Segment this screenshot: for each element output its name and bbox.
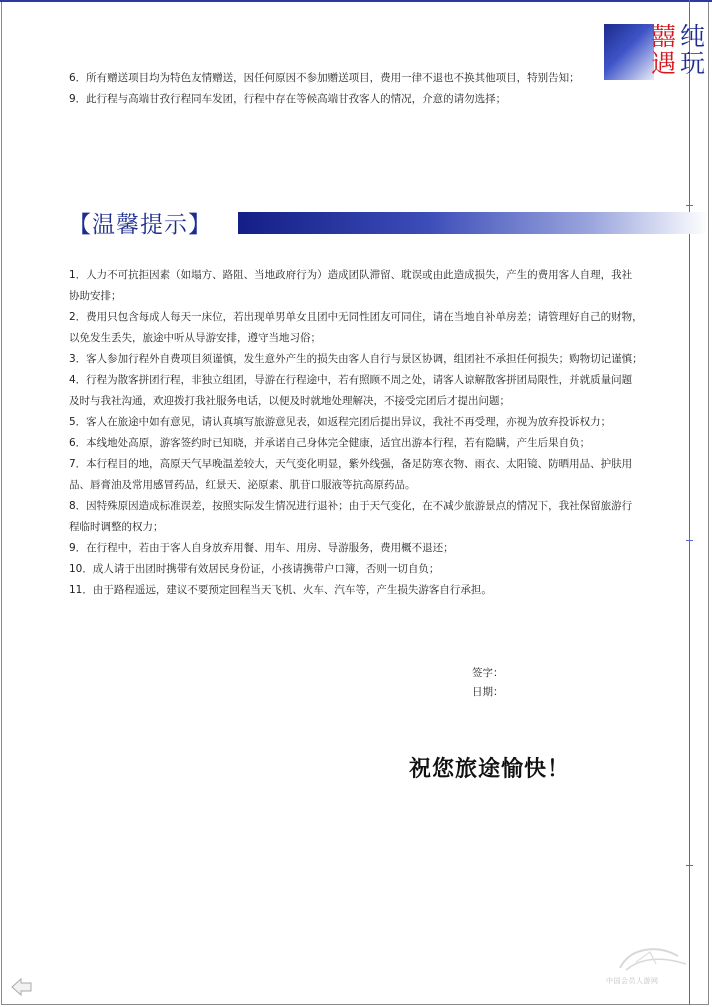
tip-line: 协助安排； [69,290,122,302]
vertical-rule [689,0,690,1005]
note-line: 6．所有赠送项目均为特色友情赠送，因任何原因不参加赠送项目，费用一律不退也不换其他项目，特别告知； [69,72,580,84]
tip-line: 9．在行程中，若由于客人自身放弃用餐、用车、用房、导游服务，费用概不退还； [69,542,454,554]
tips-list [69,265,659,601]
tip-line: 以免发生丢失，旅途中听从导游安排，遵守当地习俗； [69,332,321,344]
tip-line: 8．因特殊原因造成标准误差，按照实际发生情况进行退补；由于天气变化，在不减少旅游景点的情况下，我社保留旅游行 [69,500,633,512]
tip-line: 3．客人参加行程外自费项目须谨慎，发生意外产生的损失由客人自行与景区协调，组团社不承担任何损失；购物切记谨慎； [69,353,643,365]
section-title: 【温馨提示】 [68,212,212,238]
tip-line: 2．费用只包含每成人每天一床位，若出现单男单女且团中无同性团友可同住，请在当地自补单房差；请管理好自己的财物， [69,311,643,323]
watermark [606,942,696,990]
tip-line: 及时与我社沟通，欢迎拨打我社服务电话，以便及时就地处理解决，不接受完团后才提出问题； [69,395,510,407]
top-notes [69,68,659,110]
blessing-text: 祝您旅途愉快！ [409,757,571,782]
date-label: 日期： [472,686,504,698]
tip-line: 6．本线地处高原，游客签约时已知晓，并承诺自己身体完全健康，适宜出游本行程，若有隐瞒，产生后果自负； [69,437,591,449]
logo-char-2: 纯 [680,22,706,51]
back-arrow-icon[interactable] [10,977,34,997]
tip-line: 7．本行程目的地，高原天气早晚温差较大，天气变化明显，紫外线强，备足防寒衣物、雨衣、太阳镜、防晒用品、护肤用 [69,458,633,470]
tip-line: 品、唇膏油及常用感冒药品，红景天、泌原素、肌苷口服液等抗高原药品。 [69,479,416,491]
watermark-logo-icon [606,942,696,976]
top-rule [0,0,712,2]
vertical-rule-tick [686,540,693,541]
logo-char-1: 囍 [651,22,677,51]
signature-label: 签字： [472,667,504,679]
logo-char-3: 遇 [651,49,677,78]
tips-section-header [64,206,644,238]
header-gradient-bar [238,212,708,234]
note-line: 9．此行程与高端甘孜行程同车发团，行程中存在等候高端甘孜客人的情况，介意的请勿选择； [69,93,507,105]
tip-line: 11．由于路程遥远，建议不要预定回程当天飞机、火车、汽车等，产生损失游客自行承担。 [69,584,492,596]
tip-line: 5．客人在旅途中如有意见，请认真填写旅游意见表，如返程完团后提出异议，我社不再受理，亦视为放弃投诉权力； [69,416,612,428]
tip-line: 程临时调整的权力； [69,521,164,533]
vertical-rule-tick [686,205,693,206]
watermark-text: 中国会员人游网 [606,977,659,985]
tip-line: 10．成人请于出团时携带有效居民身份证，小孩请携带户口簿，否则一切自负； [69,563,440,575]
tip-line: 1．人力不可抗拒因素（如塌方、路阻、当地政府行为）造成团队滞留、耽误或由此造成损失，产生的费用客人自理，我社 [69,269,633,281]
vertical-rule-tick [686,865,693,866]
tip-line: 4．行程为散客拼团行程，非独立组团，导游在行程途中，若有照顾不周之处，请客人谅解散客拼团局限性，并就质量问题 [69,374,633,386]
logo-char-4: 玩 [680,49,706,78]
